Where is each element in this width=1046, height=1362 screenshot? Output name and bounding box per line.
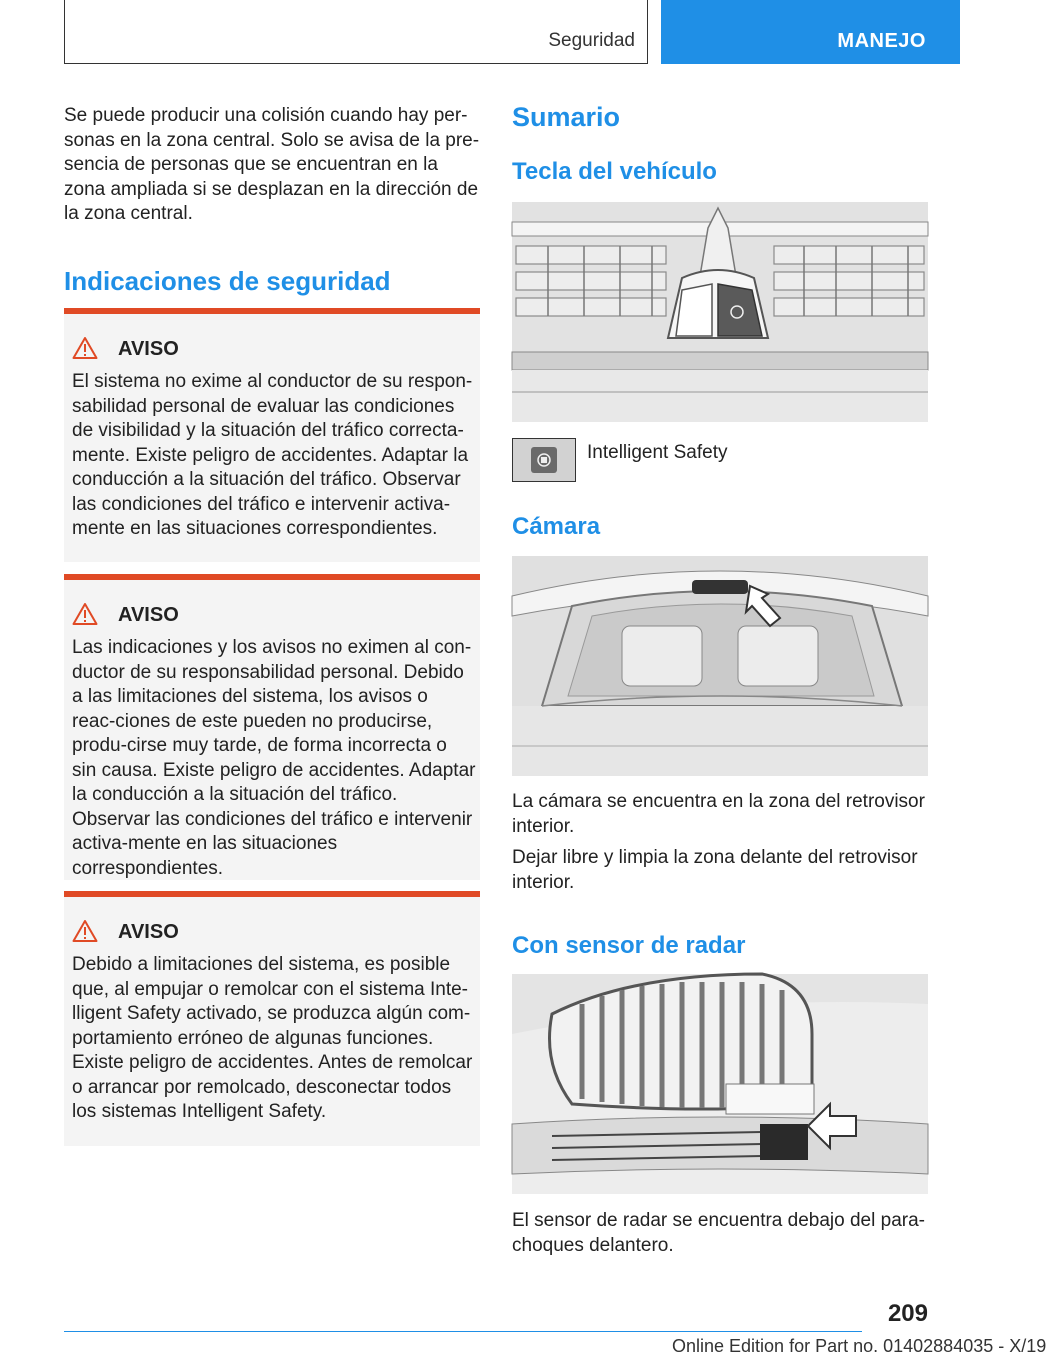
camera-paragraph-2: Dejar libre y limpia la zona delante del retrovisor interior.: [512, 847, 918, 893]
warning-box: [64, 574, 480, 880]
chapter-tab[interactable]: [661, 0, 960, 64]
warning-title: AVISO: [118, 604, 179, 626]
section-title: Seguridad: [548, 30, 635, 51]
radar-paragraph: El sensor de radar se encuentra debajo del para-choques delantero.: [512, 1210, 925, 1256]
warning-box: [64, 308, 480, 562]
footer-edition: Online Edition for Part no. 01402884035 - X/19: [672, 1336, 1046, 1356]
warning-text: El sistema no exime al conductor de su respon-sabilidad personal de evaluar las condiciones de visibilidad y la situación del tráfico correcta-mente. Existe peligro de accidentes. Adaptar la conducción a la situación del tráfico. Observar las condiciones del tráfico e intervenir activa-mente en las situaciones correspondientes.: [72, 371, 473, 539]
intelligent-safety-label: Intelligent Safety: [587, 442, 728, 463]
warning-text: Las indicaciones y los avisos no eximen al con-ductor de su responsabilidad personal. Debido a las limitaciones del sistema, los avisos o reac-ciones de este pueden no producirse, produ-cirse muy tarde, de forma incorrecta o sin causa. Existe peligro de accidentes. Adaptar la conducción a la situación del tráfico. Observar las condiciones del tráfico e intervenir activa-mente en las situaciones correspondientes.: [72, 637, 476, 879]
header-box: [64, 0, 648, 64]
warning-title: AVISO: [118, 921, 179, 943]
vehicle-button-heading: Tecla del vehículo: [512, 158, 717, 185]
warning-triangle-icon: [72, 336, 98, 360]
warning-title: AVISO: [118, 338, 179, 360]
footer-rule: [64, 1331, 862, 1332]
radar-sensor-illustration: [512, 974, 928, 1194]
summary-heading: Sumario: [512, 102, 621, 132]
grille-button-illustration: [512, 202, 928, 422]
intro-paragraph: Se puede producir una colisión cuando hay per-sonas en la zona central. Solo se avisa de la pre-sencia de personas que se encuentran en la zona ampliada si se desplazan en la dirección de la zona central.: [64, 105, 480, 224]
camera-heading: Cámara: [512, 513, 601, 540]
page-number: 209: [887, 1300, 928, 1327]
radar-heading: Con sensor de radar: [512, 932, 746, 959]
camera-illustration: [512, 556, 928, 776]
safety-heading: Indicaciones de seguridad: [64, 266, 391, 296]
chapter-label: MANEJO: [837, 30, 926, 52]
camera-paragraph-1: La cámara se encuentra en la zona del retrovisor interior.: [512, 791, 925, 837]
warning-box: [64, 891, 480, 1146]
warning-text: Debido a limitaciones del sistema, es posible que, al empujar o remolcar con el sistema Inte-lligent Safety activado, se produzca algún com-portamiento erróneo de algunas funciones. Existe peligro de accidentes. Antes de remolcar o arrancar por remolcado, desconectar todos los sistemas Intelligent Safety.: [72, 954, 473, 1122]
warning-triangle-icon: [72, 919, 98, 943]
intelligent-safety-button-icon: [512, 438, 576, 482]
warning-triangle-icon: [72, 602, 98, 626]
